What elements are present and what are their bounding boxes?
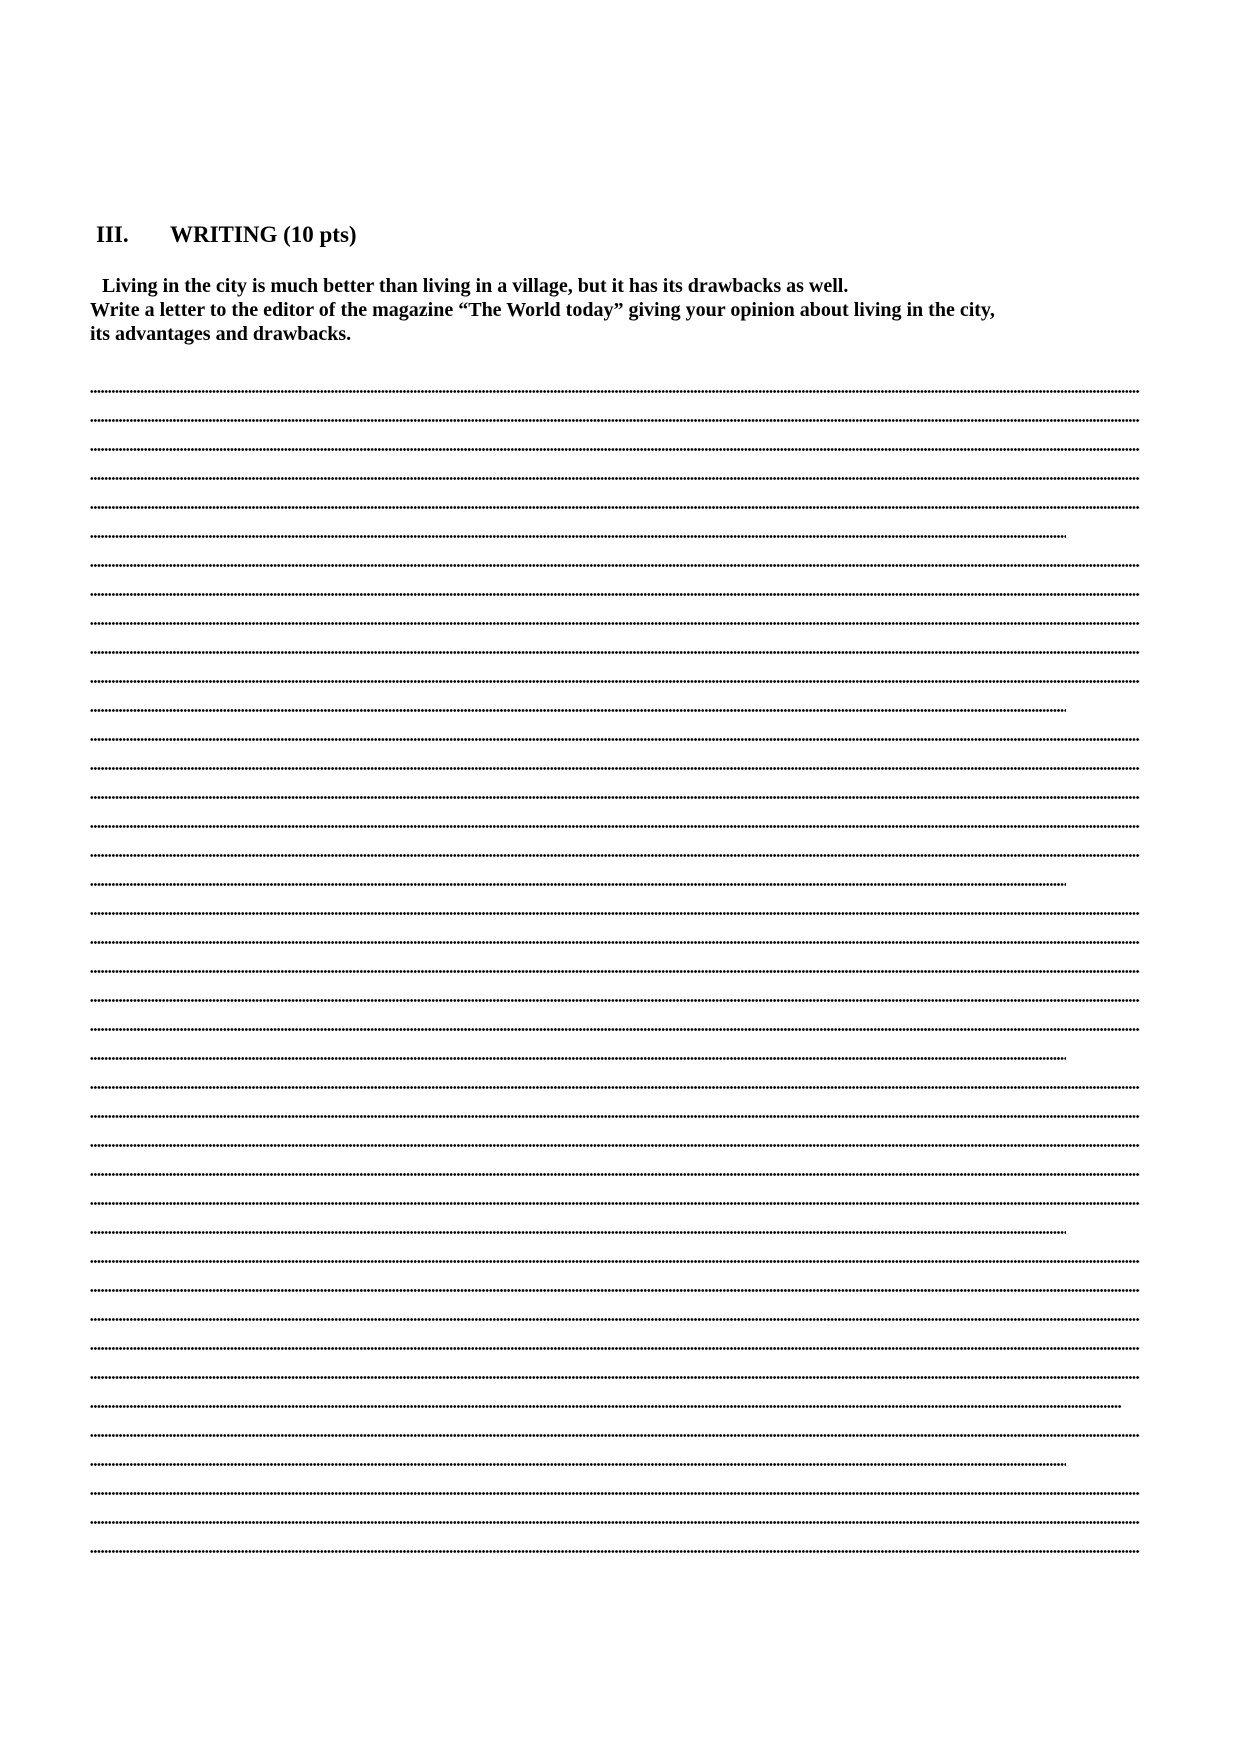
answer-line (90, 1318, 1140, 1321)
answer-line (90, 1202, 1140, 1205)
answer-line (90, 970, 1140, 973)
answer-line (90, 1347, 1140, 1350)
answer-line (90, 477, 1140, 480)
answer-line (90, 1115, 1140, 1118)
answer-line (90, 912, 1140, 915)
answer-lines (90, 390, 1140, 1579)
answer-line (90, 767, 1140, 770)
answer-line (90, 1550, 1140, 1553)
section-heading (96, 222, 357, 248)
answer-line (90, 564, 1140, 567)
answer-line (90, 680, 1140, 683)
answer-line (90, 796, 1140, 799)
answer-line (90, 1231, 1066, 1234)
answer-line (90, 1173, 1140, 1176)
answer-line (90, 709, 1066, 712)
answer-line (90, 941, 1140, 944)
section-title: WRITING (10 pts) (170, 222, 357, 247)
answer-line (90, 593, 1140, 596)
answer-line (90, 535, 1066, 538)
answer-line (90, 1463, 1066, 1466)
answer-line (90, 1028, 1140, 1031)
answer-line (90, 999, 1140, 1002)
answer-line (90, 1405, 1122, 1408)
prompt-line-2: Write a letter to the editor of the magazine “The World today” giving your opinion about living in the city, (90, 299, 995, 321)
answer-line (90, 738, 1140, 741)
answer-line (90, 1376, 1140, 1379)
answer-line (90, 506, 1140, 509)
answer-line (90, 825, 1140, 828)
answer-line (90, 419, 1140, 422)
answer-line (90, 1492, 1140, 1495)
answer-line (90, 854, 1140, 857)
answer-line (90, 883, 1066, 886)
answer-line (90, 448, 1140, 451)
answer-line (90, 1057, 1066, 1060)
writing-prompt (90, 274, 1150, 346)
answer-line (90, 1434, 1140, 1437)
answer-line (90, 1521, 1140, 1524)
answer-line (90, 1144, 1140, 1147)
answer-line (90, 1289, 1140, 1292)
section-number: III. (96, 222, 129, 247)
answer-line (90, 1260, 1140, 1263)
prompt-line-1: Living in the city is much better than living in a village, but it has its drawbacks as well. (102, 275, 849, 297)
answer-line (90, 622, 1140, 625)
answer-line (90, 651, 1140, 654)
answer-line (90, 1086, 1140, 1089)
answer-line (90, 390, 1140, 393)
prompt-line-3: its advantages and drawbacks. (90, 323, 352, 345)
